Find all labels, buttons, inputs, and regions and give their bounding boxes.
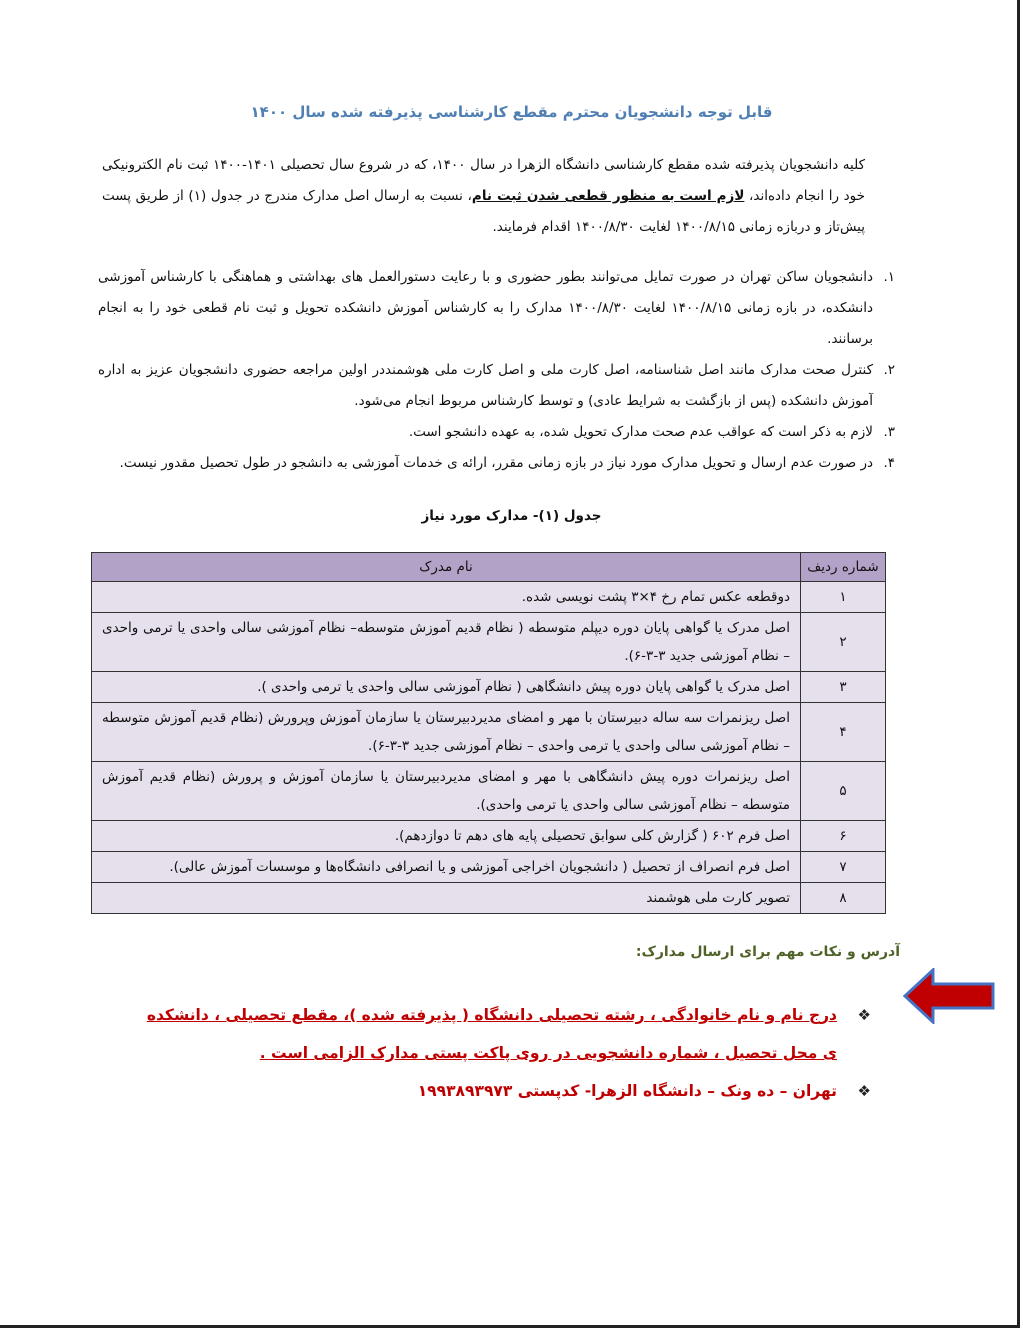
note-item	[140, 996, 871, 1072]
row-index: ۴	[801, 703, 886, 762]
page-title: قابل توجه دانشجویان محترم مقطع کارشناسی پذیرفته شده سال ۱۴۰۰	[250, 103, 773, 121]
table-row	[92, 613, 886, 672]
table-row	[92, 821, 886, 852]
row-index: ۲	[801, 613, 886, 672]
notes-list	[140, 996, 871, 1110]
table-row	[92, 582, 886, 613]
note-text: درج نام و نام خانوادگی ، رشته تحصیلی دانشگاه ( پذیرفته شده )، مقطع تحصیلی ، دانشکده ی محل تحصیل ، شماره دانشجویی در روی پاکت پستی مدارک الزامی است .	[146, 1006, 837, 1062]
intro-emphasis: لازم است به منظور قطعی شدن ثبت نام	[471, 188, 745, 204]
row-index: ۳	[801, 672, 886, 703]
row-index: ۱	[801, 582, 886, 613]
row-document: اصل ریزنمرات سه ساله دبیرستان با مهر و امضای مدیردبیرستان یا سازمان آموزش وپرورش (نظام قدیم آموزش متوسطه – نظام آموزشی سالی واحدی یا ترمی واحدی – نظام آموزشی جدید ۳-۳-۶).	[92, 703, 801, 762]
intro-text-2: ، نسبت به ارسال اصل مدارک مندرج در جدول (۱) از طریق پست پیش‌تاز و دربازه زمانی ۱۴۰۰/۸/۱۵ لغایت ۱۴۰۰/۸/۳۰ اقدام فرمایند.	[102, 188, 865, 235]
intro-paragraph	[102, 150, 865, 243]
table-row	[92, 883, 886, 914]
diamond-bullet-icon: ❖	[857, 1006, 871, 1024]
left-arrow-icon	[903, 968, 995, 1024]
row-document: اصل فرم انصراف از تحصیل ( دانشجویان اخراجی آموزشی و یا انصرافی دانشگاه‌ها و موسسات آموزش عالی).	[92, 852, 801, 883]
row-index: ۸	[801, 883, 886, 914]
list-item-text: کنترل صحت مدارک مانند اصل شناسنامه، اصل کارت ملی و اصل کارت ملی هوشمنددر اولین مراجعه حضوری دانشجویان عزیز به اداره آموزش دانشکده (پس از بازگشت به شرایط عادی) و توسط کارشناس مربوط انجام می‌شود.	[98, 362, 873, 409]
list-item-text: در صورت عدم ارسال و تحویل مدارک مورد نیاز در بازه زمانی مقرر، ارائه ی خدمات آموزشی به دانشجو در طول تحصیل مقدور نیست.	[119, 455, 873, 471]
diamond-bullet-icon: ❖	[857, 1082, 871, 1100]
table-caption: جدول (۱)- مدارک مورد نیاز	[421, 508, 602, 524]
row-document: اصل مدرک یا گواهی پایان دوره پیش دانشگاهی ( نظام آموزشی سالی واحدی یا ترمی واحدی ).	[92, 672, 801, 703]
table-row	[92, 852, 886, 883]
list-item	[98, 355, 895, 417]
notes-heading: آدرس و نکات مهم برای ارسال مدارک:	[635, 944, 900, 960]
list-item	[98, 262, 895, 355]
row-document: اصل ریزنمرات دوره پیش دانشگاهی با مهر و امضای مدیردبیرستان یا سازمان آموزش و پرورش (نظام قدیم آموزش متوسطه – نظام آموزشی سالی واحدی یا ترمی واحدی).	[92, 762, 801, 821]
list-item-number: ۳.	[883, 424, 895, 440]
row-document: تصویر کارت ملی هوشمند	[92, 883, 801, 914]
row-document: اصل مدرک یا گواهی پایان دوره دیپلم متوسطه ( نظام قدیم آموزش متوسطه– نظام آموزشی سالی واحدی یا ترمی واحدی – نظام آموزشی جدید ۳-۳-۶).	[92, 613, 801, 672]
header-index: شماره ردیف	[801, 553, 886, 582]
table-row	[92, 672, 886, 703]
intro-text-1: کلیه دانشجویان پذیرفته شده مقطع کارشناسی دانشگاه الزهرا در سال ۱۴۰۰، که در شروع سال تحصیلی ۱۴۰۱-۱۴۰۰ ثبت نام الکترونیکی خود را انجام داده‌اند،	[102, 157, 866, 204]
table-row	[92, 762, 886, 821]
header-document-name: نام مدرک	[92, 553, 801, 582]
row-index: ۷	[801, 852, 886, 883]
list-item-number: ۱.	[883, 269, 895, 285]
table-row	[92, 703, 886, 762]
row-index: ۶	[801, 821, 886, 852]
row-document: دوقطعه عکس تمام رخ ۴×۳ پشت نویسی شده.	[92, 582, 801, 613]
list-item-text: دانشجویان ساکن تهران در صورت تمایل می‌توانند بطور حضوری و با رعایت دستورالعمل های بهداشتی و هماهنگی با کارشناس آموزشی دانشکده، در بازه زمانی ۱۴۰۰/۸/۱۵ لغایت ۱۴۰۰/۸/۳۰ مدارک را به کارشناس آموزش دانشکده تحویل و ثبت نام قطعی خود را به انجام برسانند.	[98, 269, 873, 347]
list-item	[98, 448, 895, 479]
note-item	[140, 1072, 871, 1110]
table-header-row	[92, 553, 886, 582]
documents-table	[91, 552, 886, 914]
instructions-list	[98, 262, 895, 479]
list-item-text: لازم به ذکر است که عواقب عدم صحت مدارک تحویل شده، به عهده دانشجو است.	[408, 424, 873, 440]
list-item-number: ۲.	[883, 362, 895, 378]
list-item	[98, 417, 895, 448]
note-text: تهران – ده ونک – دانشگاه الزهرا- کدپستی ۱۹۹۳۸۹۳۹۷۳	[417, 1082, 837, 1100]
list-item-number: ۴.	[883, 455, 895, 471]
row-document: اصل فرم ۶۰۲ ( گزارش کلی سوابق تحصیلی پایه های دهم تا دوازدهم).	[92, 821, 801, 852]
row-index: ۵	[801, 762, 886, 821]
